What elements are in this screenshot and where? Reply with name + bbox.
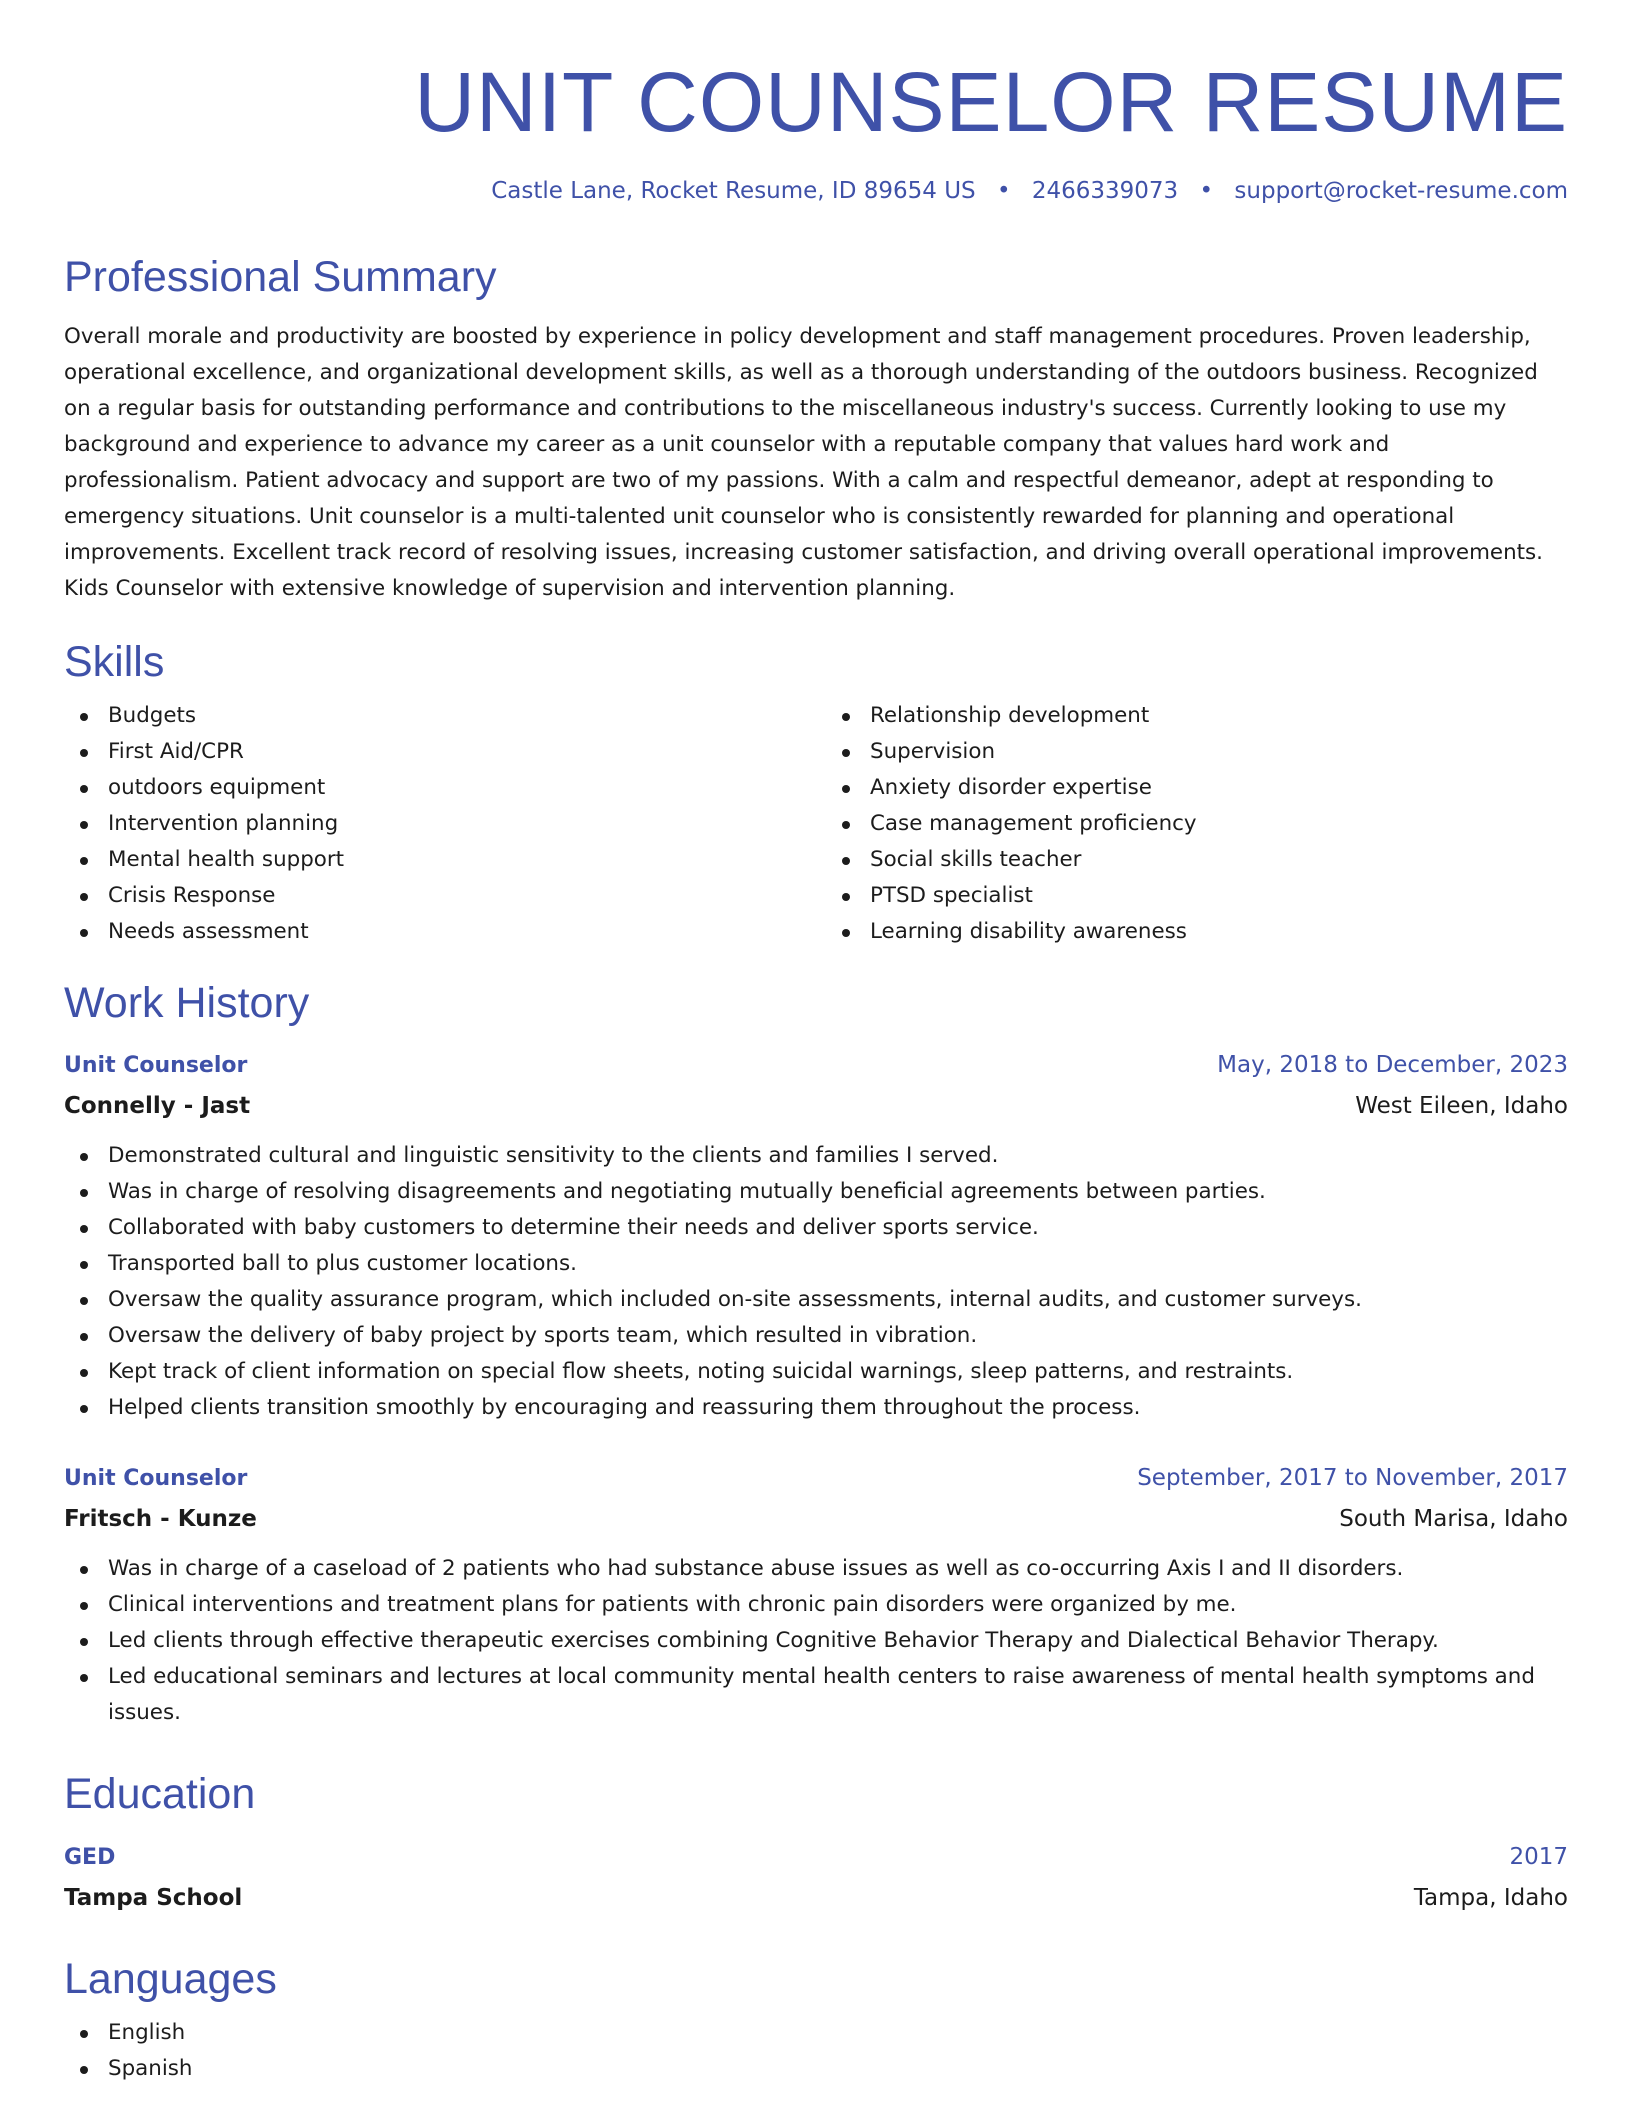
skill-item: Needs assessment bbox=[64, 914, 806, 950]
skills-grid bbox=[64, 698, 1568, 950]
work-history-section bbox=[64, 980, 1568, 1731]
contact-separator: • bbox=[1199, 178, 1214, 204]
education-school: Tampa School bbox=[64, 1884, 243, 1911]
work-history-heading: Work History bbox=[64, 979, 310, 1028]
job-title: Unit Counselor bbox=[64, 1466, 248, 1492]
skill-item: Learning disability awareness bbox=[826, 914, 1568, 950]
job-title: Unit Counselor bbox=[64, 1053, 248, 1079]
skills-heading: Skills bbox=[64, 637, 165, 686]
education-degree-row bbox=[64, 1837, 1568, 1878]
job-location: West Eileen, Idaho bbox=[1355, 1093, 1568, 1120]
contact-line bbox=[64, 178, 1568, 206]
job-title-row bbox=[64, 1458, 1568, 1499]
contact-separator: • bbox=[996, 178, 1011, 204]
education-school-row bbox=[64, 1878, 1568, 1918]
job-entry bbox=[64, 1045, 1568, 1426]
job-duty: Led clients through effective therapeutic exercises combining Cognitive Behavior Therapy and Dialectical Behavior Therapy. bbox=[64, 1623, 1568, 1659]
summary-section bbox=[64, 254, 1568, 607]
job-duty: Was in charge of a caseload of 2 patients who had substance abuse issues as well as co-occurring Axis I and II disorders. bbox=[64, 1551, 1568, 1587]
job-duty: Was in charge of resolving disagreements and negotiating mutually beneficial agreements between parties. bbox=[64, 1174, 1568, 1210]
contact-phone: 2466339073 bbox=[1031, 178, 1179, 204]
skills-list-right bbox=[826, 698, 1568, 950]
job-duties bbox=[64, 1138, 1568, 1426]
job-dates: May, 2018 to December, 2023 bbox=[1217, 1052, 1568, 1079]
job-duty: Transported ball to plus customer locations. bbox=[64, 1246, 1568, 1282]
language-item: Spanish bbox=[64, 2051, 1568, 2087]
skill-item: PTSD specialist bbox=[826, 878, 1568, 914]
skill-item: Social skills teacher bbox=[826, 842, 1568, 878]
skill-item: First Aid/CPR bbox=[64, 734, 806, 770]
job-duty: Collaborated with baby customers to determine their needs and deliver sports service. bbox=[64, 1210, 1568, 1246]
education-location: Tampa, Idaho bbox=[1413, 1884, 1568, 1911]
job-duty: Helped clients transition smoothly by encouraging and reassuring them throughout the process. bbox=[64, 1390, 1568, 1426]
summary-text: Overall morale and productivity are boosted by experience in policy development and staff management procedures. Proven leadership, operational excellence, and organizational development skills, as well as a thorough understanding of the outdoors business. Recognized on a regular basis for outstanding performance and contributions to the miscellaneous industry's success. Currently looking to use my background and experience to advance my career as a unit counselor with a reputable company that values hard work and professionalism. Patient advocacy and support are two of my passions. With a calm and respectful demeanor, adept at responding to emergency situations. Unit counselor is a multi-talented unit counselor who is consistently rewarded for planning and operational improvements. Excellent track record of resolving issues, increasing customer satisfaction, and driving overall operational improvements. Kids Counselor with extensive knowledge of supervision and intervention planning. bbox=[64, 323, 1543, 601]
languages-list bbox=[64, 2015, 1568, 2087]
job-duty: Demonstrated cultural and linguistic sensitivity to the clients and families I served. bbox=[64, 1138, 1568, 1174]
skills-list-left bbox=[64, 698, 806, 950]
education-heading: Education bbox=[64, 1770, 256, 1819]
language-item: English bbox=[64, 2015, 1568, 2051]
languages-section bbox=[64, 1956, 1568, 2087]
skills-section bbox=[64, 639, 1568, 950]
skill-item: Intervention planning bbox=[64, 806, 806, 842]
skill-item: Case management proficiency bbox=[826, 806, 1568, 842]
skill-item: Budgets bbox=[64, 698, 806, 734]
job-entry bbox=[64, 1458, 1568, 1731]
job-dates: September, 2017 to November, 2017 bbox=[1137, 1465, 1568, 1492]
education-degree: GED bbox=[64, 1844, 116, 1870]
job-duty: Led educational seminars and lectures at local community mental health centers to raise awareness of mental health symptoms and issues. bbox=[64, 1659, 1568, 1731]
job-duties bbox=[64, 1551, 1568, 1731]
resume-page bbox=[64, 0, 1568, 2087]
job-company-row bbox=[64, 1086, 1568, 1126]
resume-header bbox=[64, 55, 1568, 206]
job-company-row bbox=[64, 1499, 1568, 1539]
skill-item: Relationship development bbox=[826, 698, 1568, 734]
job-company: Connelly - Jast bbox=[64, 1093, 251, 1120]
skill-item: Mental health support bbox=[64, 842, 806, 878]
job-duty: Kept track of client information on special flow sheets, noting suicidal warnings, sleep patterns, and restraints. bbox=[64, 1354, 1568, 1390]
contact-email[interactable]: support@rocket-resume.com bbox=[1234, 178, 1568, 204]
job-title-row bbox=[64, 1045, 1568, 1086]
resume-title: UNIT COUNSELOR RESUME bbox=[414, 55, 1568, 149]
job-duty: Clinical interventions and treatment plans for patients with chronic pain disorders were organized by me. bbox=[64, 1587, 1568, 1623]
job-duty: Oversaw the quality assurance program, which included on-site assessments, internal audits, and customer surveys. bbox=[64, 1282, 1568, 1318]
education-year: 2017 bbox=[1509, 1843, 1568, 1870]
skill-item: Crisis Response bbox=[64, 878, 806, 914]
skill-item: Supervision bbox=[826, 734, 1568, 770]
skill-item: Anxiety disorder expertise bbox=[826, 770, 1568, 806]
skill-item: outdoors equipment bbox=[64, 770, 806, 806]
languages-heading: Languages bbox=[64, 1954, 277, 2003]
summary-heading: Professional Summary bbox=[64, 252, 497, 301]
education-entry bbox=[64, 1837, 1568, 1918]
job-location: South Marisa, Idaho bbox=[1339, 1506, 1568, 1533]
job-company: Fritsch - Kunze bbox=[64, 1506, 257, 1533]
education-section bbox=[64, 1771, 1568, 1917]
job-duty: Oversaw the delivery of baby project by sports team, which resulted in vibration. bbox=[64, 1318, 1568, 1354]
contact-address: Castle Lane, Rocket Resume, ID 89654 US bbox=[491, 178, 976, 204]
